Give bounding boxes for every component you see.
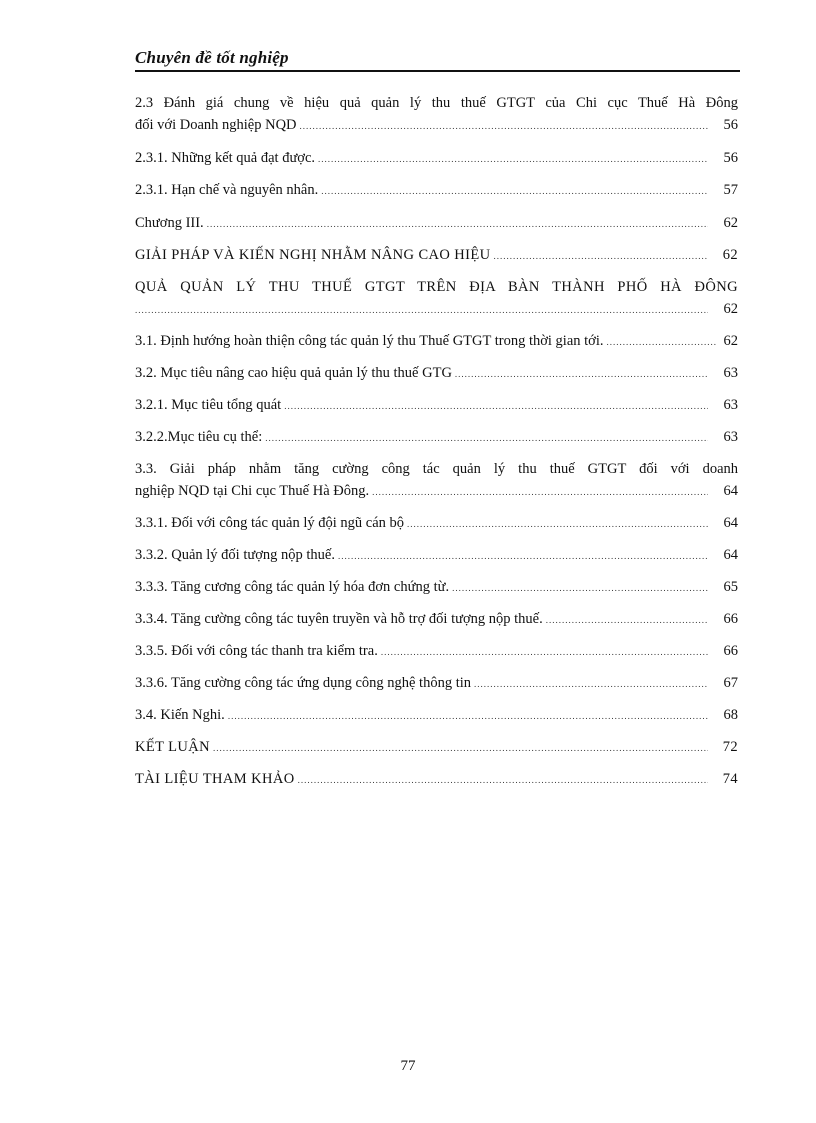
toc-entry-text: 3.3.6. Tăng cường công tác ứng dụng công nghệ thông tin bbox=[135, 675, 472, 691]
toc-entry bbox=[135, 212, 738, 235]
toc-page-number: 72 bbox=[722, 739, 738, 755]
dot-leader bbox=[338, 545, 708, 567]
toc-page-number: 62 bbox=[723, 301, 738, 317]
toc-entry-text: 3.3.2. Quản lý đối tượng nộp thuế. bbox=[135, 547, 335, 563]
toc-entry bbox=[135, 394, 738, 417]
toc-page-number: 56 bbox=[723, 150, 738, 166]
toc-entry-text: 3.3.1. Đối với công tác quản lý đội ngũ cán bộ bbox=[135, 515, 405, 531]
toc-entry-text: KẾT LUẬN bbox=[135, 739, 211, 755]
toc-entry-text: Chương III. bbox=[135, 215, 204, 231]
toc-entry-text: 3.4. Kiến Nghi. bbox=[135, 707, 225, 723]
toc-page-number: 63 bbox=[723, 365, 738, 381]
dot-leader bbox=[474, 673, 708, 695]
toc-entry bbox=[135, 576, 738, 599]
dot-leader bbox=[228, 705, 708, 727]
toc-entry bbox=[135, 736, 738, 759]
toc-page-number: 65 bbox=[723, 579, 738, 595]
toc-page-number: 57 bbox=[723, 182, 738, 198]
toc-entry bbox=[135, 276, 738, 321]
dot-leader bbox=[381, 641, 708, 663]
dot-leader bbox=[318, 148, 708, 170]
toc-page-number: 63 bbox=[723, 397, 738, 413]
dot-leader bbox=[298, 769, 708, 791]
toc-page-number: 62 bbox=[723, 333, 738, 349]
dot-leader bbox=[213, 737, 708, 759]
toc-entry bbox=[135, 330, 738, 353]
toc-page-number: 64 bbox=[723, 547, 738, 563]
toc-entry-text: 3.3.3. Tăng cương công tác quản lý hóa đơn chứng từ. bbox=[135, 579, 450, 595]
toc-entry-text: 3.2.2.Mục tiêu cụ thể: bbox=[135, 429, 263, 445]
toc-entry-text: 3.2.1. Mục tiêu tổng quát bbox=[135, 397, 282, 413]
toc-entry bbox=[135, 362, 738, 385]
toc-entry-text: TÀI LIỆU THAM KHẢO bbox=[135, 771, 295, 787]
toc-entry-text: đối với Doanh nghiệp NQD bbox=[135, 117, 297, 133]
toc-page-number: 62 bbox=[722, 247, 738, 263]
dot-leader bbox=[606, 331, 716, 353]
dot-leader bbox=[372, 481, 708, 503]
toc-entry-text: 3.1. Định hướng hoàn thiện công tác quản lý thu Thuế GTGT trong thời gian tới. bbox=[135, 333, 604, 349]
toc-page-number: 63 bbox=[723, 429, 738, 445]
dot-leader bbox=[284, 395, 708, 417]
toc-page-number: 64 bbox=[723, 515, 738, 531]
header-title: Chuyên đề tốt nghiệp bbox=[135, 48, 289, 67]
toc-entry-text: QUẢ QUẢN LÝ THU THUẾ GTGT TRÊN ĐỊA BÀN THÀNH PHỐ HÀ ĐÔNG bbox=[135, 279, 738, 295]
toc-page-number: 66 bbox=[723, 643, 738, 659]
dot-leader bbox=[407, 513, 708, 535]
toc-entry-text: 2.3 Đánh giá chung về hiệu quả quản lý thu thuế GTGT của Chi cục Thuế Hà Đông bbox=[135, 95, 738, 111]
toc-entry bbox=[135, 179, 738, 202]
toc-page-number: 56 bbox=[723, 117, 738, 133]
toc-page-number: 66 bbox=[723, 611, 738, 627]
dot-leader bbox=[546, 609, 708, 631]
toc-page-number: 62 bbox=[723, 215, 738, 231]
toc-entry-text: 3.3. Giải pháp nhằm tăng cường công tác quản lý thu thuế GTGT đối với doanh bbox=[135, 461, 738, 477]
toc-entry-text: 2.3.1. Hạn chế và nguyên nhân. bbox=[135, 182, 319, 198]
toc-entry bbox=[135, 147, 738, 170]
toc-entry bbox=[135, 426, 738, 449]
dot-leader bbox=[265, 427, 708, 449]
dot-leader bbox=[321, 180, 708, 202]
toc-page-number: 67 bbox=[723, 675, 738, 691]
toc-entry bbox=[135, 640, 738, 663]
dot-leader bbox=[300, 115, 708, 137]
toc-entry-text: 3.3.5. Đối với công tác thanh tra kiểm tra. bbox=[135, 643, 378, 659]
page-header bbox=[135, 48, 740, 72]
toc-entry bbox=[135, 512, 738, 535]
toc-page-number: 64 bbox=[723, 483, 738, 499]
toc-entry-text: 2.3.1. Những kết quả đạt được. bbox=[135, 150, 316, 166]
dot-leader bbox=[455, 363, 708, 385]
toc-entry bbox=[135, 672, 738, 695]
toc-entry bbox=[135, 544, 738, 567]
toc-entry bbox=[135, 458, 738, 503]
toc-entry bbox=[135, 608, 738, 631]
table-of-contents bbox=[135, 92, 738, 791]
dot-leader bbox=[452, 577, 708, 599]
dot-leader bbox=[135, 299, 708, 321]
toc-entry bbox=[135, 92, 738, 137]
toc-entry-text: GIẢI PHÁP VÀ KIẾN NGHỊ NHẰM NÂNG CAO HIỆU bbox=[135, 247, 491, 263]
dot-leader bbox=[494, 245, 708, 267]
toc-entry bbox=[135, 768, 738, 791]
toc-page-number: 68 bbox=[723, 707, 738, 723]
toc-entry-text: nghiệp NQD tại Chi cục Thuế Hà Đông. bbox=[135, 483, 370, 499]
toc-entry bbox=[135, 244, 738, 267]
dot-leader bbox=[207, 213, 708, 235]
page-number: 77 bbox=[400, 1058, 416, 1074]
toc-page-number: 74 bbox=[722, 771, 738, 787]
toc-entry-text: 3.2. Mục tiêu nâng cao hiệu quả quản lý thu thuế GTG bbox=[135, 365, 452, 381]
toc-entry-text: 3.3.4. Tăng cường công tác tuyên truyền và hỗ trợ đối tượng nộp thuế. bbox=[135, 611, 543, 627]
toc-entry bbox=[135, 704, 738, 727]
